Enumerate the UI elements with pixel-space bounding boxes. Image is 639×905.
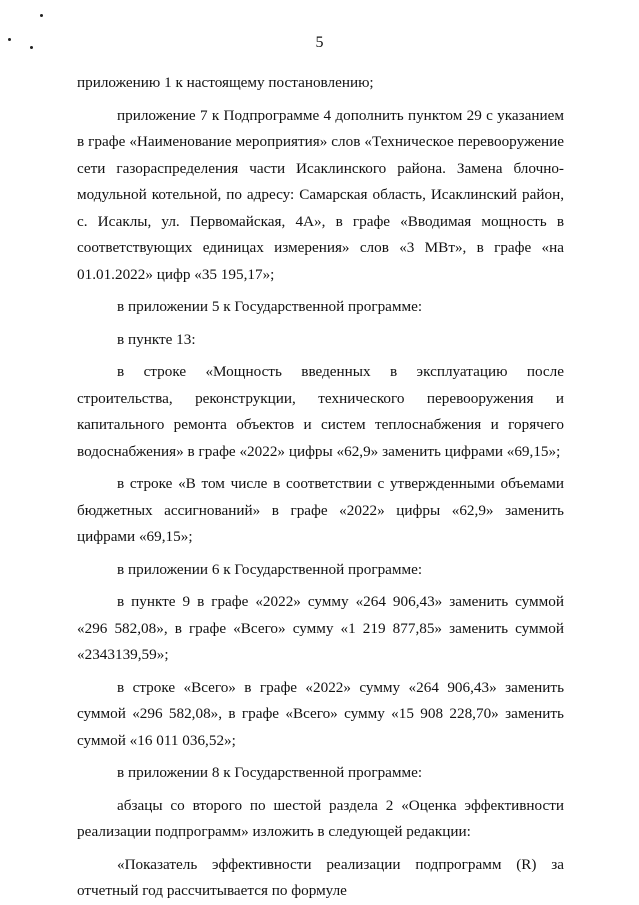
paragraph-budget-row: в строке «В том числе в соответствии с утвержденными объемами бюджетных ассигнований» в графе «2022» цифры «62,9» заменить цифрами «69,15»; xyxy=(77,475,564,545)
paragraph-section-2-replacement: абзацы со второго по шестой раздела 2 «Оценка эффективности реализации подпрограмм» изложить в следующей редакции: xyxy=(77,796,564,840)
paragraph-appendix-5-heading: в приложении 5 к Государственной программе: xyxy=(117,298,423,315)
paragraph-capacity-row: в строке «Мощность введенных в эксплуатацию после строительства, реконструкции, технического перевооружения и капитального ремонта объектов и систем теплоснабжения и горячего водоснабжения» в графе «2022» цифры «62,9» заменить цифрами «69,15»; xyxy=(77,363,564,460)
paragraph-appendix-8-heading: в приложении 8 к Государственной программе: xyxy=(117,764,423,781)
paragraph-total-row: в строке «Всего» в графе «2022» сумму «264 906,43» заменить суммой «296 582,08», в графе «Всего» сумму «15 908 228,70» заменить суммой «16 011 036,52»; xyxy=(77,678,564,749)
document-body xyxy=(77,70,564,905)
page-number: 5 xyxy=(315,34,324,51)
paragraph-continuation: приложению 1 к настоящему постановлению; xyxy=(77,74,374,91)
paragraph-item-13: в пункте 13: xyxy=(117,330,196,348)
paragraph-efficiency-indicator: «Показатель эффективности реализации подпрограмм (R) за отчетный год рассчитывается по формуле xyxy=(77,855,564,899)
paragraph-appendix-6-heading: в приложении 6 к Государственной программе: xyxy=(117,560,423,578)
scan-mark xyxy=(40,14,43,17)
paragraph-appendix-7-amendment: приложение 7 к Подпрограмме 4 дополнить пунктом 29 с указанием в графе «Наименование мероприятия» слов «Техническое перевооружение сети газораспределения части Исаклинского района. Замена блочно-модульной котельной, по адресу: Самарская область, Исаклинский район, с. Исаклы, ул. Первомайская, 4А», в графе «Вводимая мощность в соответствующих единицах измерения» слов «3 МВт», в графе «на 01.01.2022» цифр «35 195,17»; xyxy=(77,106,564,283)
paragraph-item-9: в пункте 9 в графе «2022» сумму «264 906,43» заменить суммой «296 582,08», в графе «Всего» сумму «1 219 877,85» заменить суммой «2343139,59»; xyxy=(77,593,564,663)
